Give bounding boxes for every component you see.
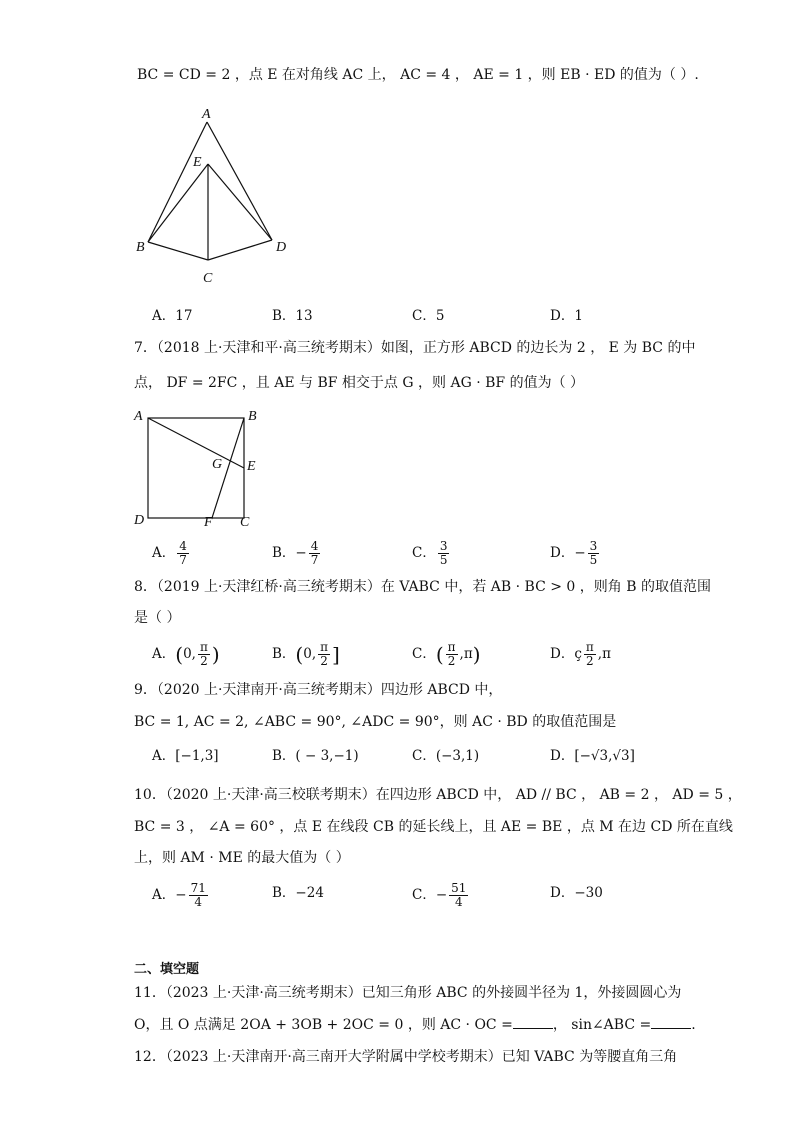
q10-line3: 上，则 AM · ME 的最大值为（ ）: [134, 850, 350, 866]
section-title: 二、填空题: [134, 962, 200, 977]
q8-line1: 8．（2019 上·天津红桥·高三统考期末）在 VABC 中，若 AB · BC > 0 ，则角 B 的取值范围: [134, 579, 711, 595]
q7-option-a[interactable]: A． $\frac{4}{7}$: [152, 539, 187, 567]
label-d: D: [134, 513, 145, 528]
q9-option-d[interactable]: D．[−√3,√3]: [550, 748, 635, 764]
q7-figure: [130, 404, 270, 534]
q6-option-b[interactable]: B．13: [272, 308, 313, 324]
q6-figure: [130, 100, 300, 290]
label-a: A: [202, 107, 211, 122]
label-g: G: [212, 457, 223, 472]
q9-option-c[interactable]: C．(−3,1): [412, 748, 480, 764]
q8-option-a[interactable]: A．(0, $\frac{\pi}{2}$ ): [152, 640, 220, 668]
q10-option-a[interactable]: A．− $\frac{71}{4}$: [152, 881, 206, 909]
q10-line2: BC = 3 ， ∠A = 60° ，点 E 在线段 CB 的延长线上，且 AE = BE ，点 M 在边 CD 所在直线: [134, 819, 733, 835]
q6-option-a[interactable]: A．17: [152, 308, 193, 324]
q10-line1: 10．（2020 上·天津·高三校联考期末）在四边形 ABCD 中， AD // BC ， AB = 2 ， AD = 5 ，: [134, 787, 742, 803]
label-e: E: [193, 155, 202, 170]
q10-option-c[interactable]: C．− $\frac{51}{4}$: [412, 881, 467, 909]
label-b: B: [136, 240, 145, 255]
q7-line1: 7．（2018 上·天津和平·高三统考期末）如图，正方形 ABCD 的边长为 2 ， E 为 BC 的中: [134, 340, 696, 356]
q8-option-c[interactable]: C．( $\frac{\pi}{2}$ ,π): [412, 640, 481, 668]
label-d: D: [276, 240, 287, 255]
label-b: B: [248, 409, 257, 424]
q9-line2: BC = 1, AC = 2, ∠ABC = 90°, ∠ADC = 90°，则 AC · BD 的取值范围是: [134, 714, 617, 730]
q6-option-d[interactable]: D．1: [550, 308, 583, 324]
answer-blank-2[interactable]: [651, 1016, 691, 1029]
q7-option-b[interactable]: B．− $\frac{4}{7}$: [272, 539, 319, 567]
q11-line2: O，且 O 点满足 2OA + 3OB + 2OC = 0 ，则 AC · OC = ， sin∠ABC = .: [134, 1017, 696, 1033]
label-c: C: [240, 515, 250, 530]
q9-line1: 9．（2020 上·天津南开·高三统考期末）四边形 ABCD 中，: [134, 682, 503, 698]
q6-option-c[interactable]: C．5: [412, 308, 445, 324]
q8-option-d[interactable]: D．ç $\frac{\pi}{2}$ ,π: [550, 640, 611, 668]
label-c: C: [203, 271, 213, 286]
q12-line1: 12．（2023 上·天津南开·高三南开大学附属中学校考期末）已知 VABC 为等腰直角三角: [134, 1049, 678, 1065]
q7-option-c[interactable]: C． $\frac{3}{5}$: [412, 539, 448, 567]
q11-line1: 11．（2023 上·天津·高三统考期末）已知三角形 ABC 的外接圆半径为 1，外接圆圆心为: [134, 985, 682, 1001]
q7-option-d[interactable]: D．− $\frac{3}{5}$: [550, 539, 598, 567]
label-a: A: [134, 409, 143, 424]
q9-option-b[interactable]: B．( − 3,−1): [272, 748, 359, 764]
q10-option-b[interactable]: B．−24: [272, 885, 324, 901]
q6-text: BC = CD = 2 ，点 E 在对角线 AC 上， AC = 4 ， AE = 1 ，则 EB · ED 的值为（ ）.: [137, 67, 699, 83]
q9-option-a[interactable]: A．[−1,3]: [152, 748, 219, 764]
q7-line2: 点， DF = 2FC ，且 AE 与 BF 相交于点 G ，则 AG · BF 的值为（ ）: [134, 375, 585, 391]
label-e: E: [247, 459, 256, 474]
q8-line2: 是（ ）: [134, 610, 181, 626]
answer-blank-1[interactable]: [513, 1016, 553, 1029]
label-f: F: [204, 515, 213, 530]
q10-option-d[interactable]: D．−30: [550, 885, 603, 901]
q8-option-b[interactable]: B．(0, $\frac{\pi}{2}$ ]: [272, 640, 340, 668]
